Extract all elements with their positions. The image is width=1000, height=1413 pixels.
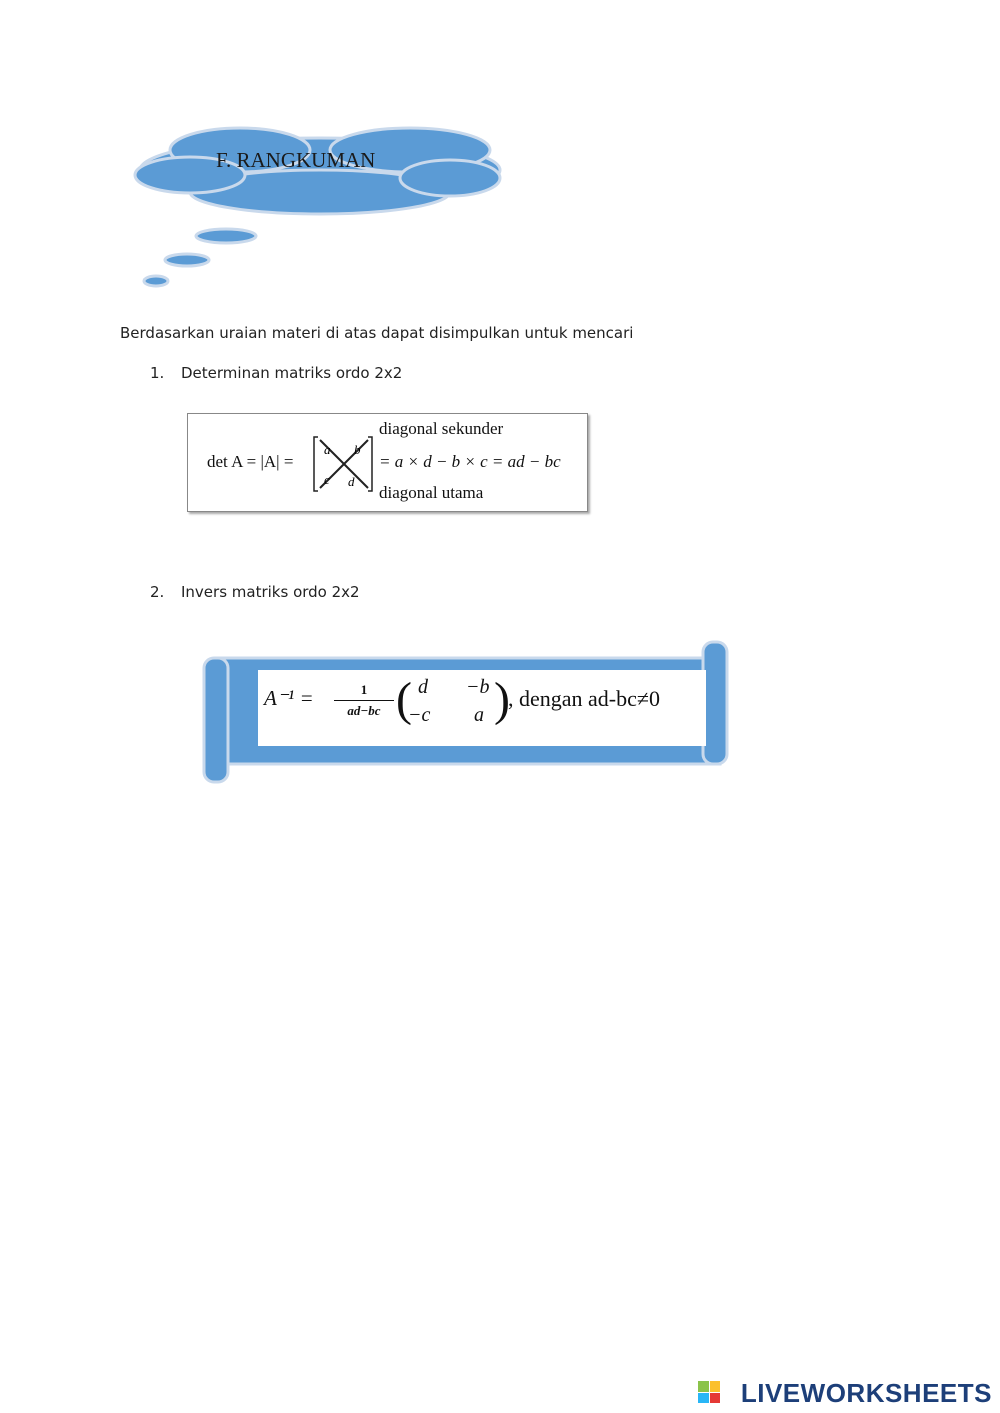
cross-diagonal-icon	[312, 434, 376, 494]
secondary-diagonal-label: diagonal sekunder	[379, 419, 504, 438]
matrix-entry: d	[418, 676, 428, 698]
inverse-formula-box: A⁻¹ = 1 ad−bc ( d −b −c a ) , dengan ad-bc≠0	[258, 670, 706, 746]
svg-text:d: d	[348, 474, 355, 489]
matrix-entry: a	[474, 704, 484, 726]
intro-text: Berdasarkan uraian materi di atas dapat disimpulkan untuk mencari	[120, 324, 634, 342]
det-lhs: det A = |A| =	[207, 452, 294, 471]
det-expression: = a × d − b × c = ad − bc	[379, 452, 561, 471]
thought-cloud-icon	[130, 120, 510, 295]
item-label: Determinan matriks ordo 2x2	[181, 364, 403, 382]
liveworksheets-logo-mark	[698, 1381, 720, 1403]
primary-diagonal-label: diagonal utama	[379, 483, 484, 502]
svg-text:c: c	[324, 472, 330, 487]
inverse-condition: , dengan ad-bc≠0	[508, 686, 660, 711]
svg-text:a: a	[324, 442, 331, 457]
item-label: Invers matriks ordo 2x2	[181, 583, 360, 601]
matrix-entry: −b	[466, 676, 490, 698]
item-number: 2.	[150, 583, 165, 601]
inverse-lhs: A⁻¹ =	[264, 686, 314, 710]
liveworksheets-logo: LIVEWORKSHEETS	[740, 1378, 992, 1408]
matrix-entry: −c	[408, 704, 431, 726]
determinant-formula-box	[187, 413, 588, 512]
item-number: 1.	[150, 364, 165, 382]
section-heading: F. RANGKUMAN	[216, 148, 376, 172]
svg-text:b: b	[354, 442, 361, 457]
fraction-denominator: ad−bc	[347, 703, 381, 718]
fraction-numerator: 1	[360, 682, 368, 697]
